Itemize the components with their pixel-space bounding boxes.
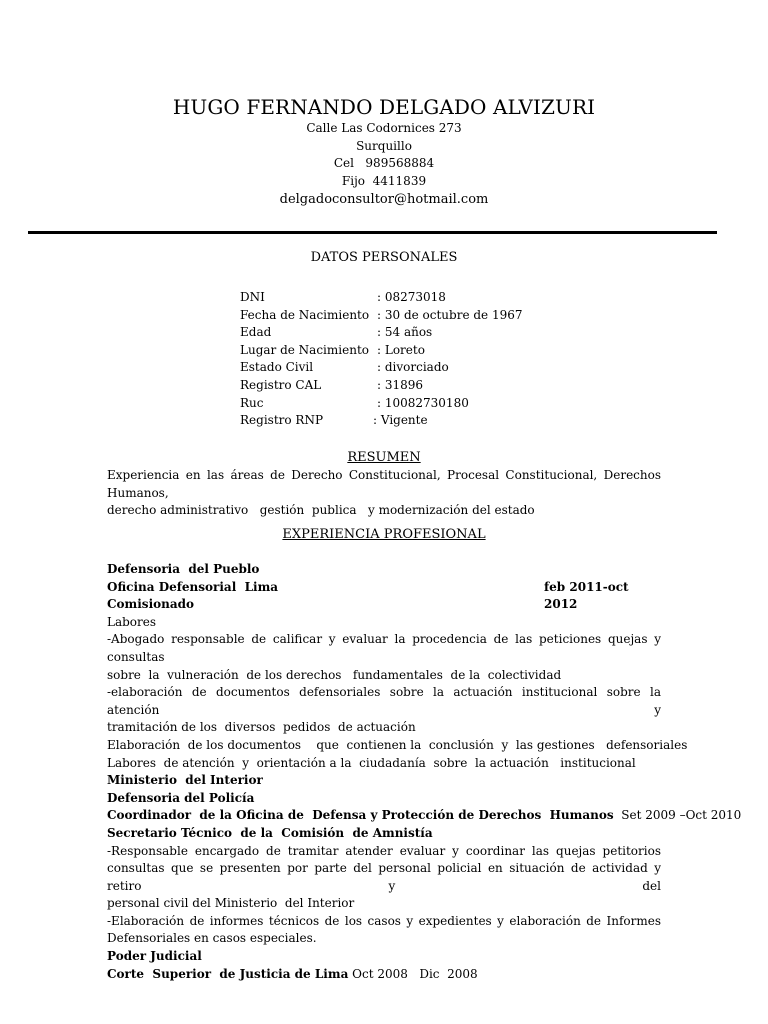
personal-label: DNI bbox=[240, 290, 265, 304]
personal-row bbox=[240, 359, 540, 377]
duty-line: Defensoriales en casos especiales. bbox=[107, 931, 317, 946]
personal-value: : 31896 bbox=[377, 377, 424, 392]
personal-label: Estado Civil bbox=[240, 360, 314, 375]
personal-value: : Loreto bbox=[377, 342, 425, 357]
employer-name: Ministerio del Interior bbox=[107, 773, 263, 788]
office-name: Oficina Defensorial Lima bbox=[107, 579, 279, 594]
personal-row bbox=[240, 342, 540, 360]
personal-row bbox=[240, 307, 540, 325]
duty-line: -Responsable encargado de tramitar atender evaluar y coordinar las quejas petitorios bbox=[107, 843, 661, 858]
personal-value: : 10082730180 bbox=[377, 395, 469, 410]
office-name: Defensoria del Policía bbox=[107, 790, 255, 805]
personal-row bbox=[240, 395, 540, 413]
duty-line: -Abogado responsable de calificar y evaluar la procedencia de las peticiones quejas y consultas bbox=[107, 632, 661, 664]
personal-value: : 30 de octubre de 1967 bbox=[377, 307, 523, 322]
resumen-line: Experiencia en las áreas de Derecho Constitucional, Procesal Constitucional, Derechos Humanos, bbox=[107, 468, 661, 500]
labores-label: Labores bbox=[107, 614, 157, 629]
duty-line: -Elaboración de informes técnicos de los casos y expedientes y elaboración de Informes bbox=[107, 913, 661, 928]
personal-label: Registro CAL bbox=[240, 377, 322, 392]
header-divider bbox=[28, 231, 717, 234]
duty-line: Elaboración de los documentos que contienen la conclusión y las gestiones defensoriales bbox=[107, 737, 688, 752]
resumen-text bbox=[107, 467, 661, 520]
personal-label: Registro RNP bbox=[240, 413, 324, 428]
personal-label: Lugar de Nacimiento bbox=[240, 342, 369, 357]
duty-line: -elaboración de documentos defensoriales sobre la actuación institucional sobre la atención y bbox=[107, 685, 661, 717]
office-line bbox=[107, 807, 742, 825]
duty-line: tramitación de los diversos pedidos de actuación bbox=[107, 720, 416, 735]
header bbox=[0, 95, 768, 209]
personal-label: Ruc bbox=[240, 395, 264, 410]
duty-line: Labores de atención y orientación a la ciudadanía sobre la actuación institucional bbox=[107, 755, 636, 770]
duty-line: consultas que se presenten por parte del personal policial en situación de actividad y retiro y del bbox=[107, 861, 661, 893]
cel-line: Cel 989568884 bbox=[333, 156, 435, 170]
personal-value: : Vigente bbox=[373, 413, 428, 428]
duty-line: sobre la vulneración de los derechos fundamentales de la colectividad bbox=[107, 667, 562, 682]
section-title-resumen: RESUMEN bbox=[347, 450, 421, 465]
date-range: feb 2011-oct 2012 bbox=[544, 579, 629, 612]
personal-label: Fecha de Nacimiento bbox=[240, 307, 370, 322]
candidate-name: HUGO FERNANDO DELGADO ALVIZURI bbox=[172, 95, 596, 119]
office-line bbox=[107, 966, 661, 984]
employer-name: Poder Judicial bbox=[107, 949, 202, 964]
job-title: Comisionado bbox=[107, 597, 195, 612]
resumen-line: derecho administrativo gestión publica y modernización del estado bbox=[107, 503, 535, 518]
section-title-experiencia: EXPERIENCIA PROFESIONAL bbox=[282, 527, 486, 542]
personal-row bbox=[240, 412, 540, 430]
personal-row bbox=[240, 324, 540, 342]
address-line: Calle Las Codornices 273 bbox=[306, 121, 462, 135]
district-line: Surquillo bbox=[356, 138, 412, 153]
personal-value: : divorciado bbox=[377, 360, 449, 375]
personal-label: Edad bbox=[240, 325, 272, 340]
personal-row bbox=[240, 289, 540, 307]
fijo-line: Fijo 4411839 bbox=[341, 173, 427, 188]
personal-row bbox=[240, 377, 540, 395]
date-range: Oct 2008 Dic 2008 bbox=[348, 966, 478, 981]
employer-name: Defensoria del Pueblo bbox=[107, 562, 260, 576]
section-title-datos: DATOS PERSONALES bbox=[310, 250, 458, 265]
duty-line: personal civil del Ministerio del Interior bbox=[107, 896, 355, 911]
job-title: Coordinador de la Oficina de Defensa y Protección de Derechos Humanos bbox=[107, 808, 614, 823]
personal-data-list bbox=[240, 289, 540, 430]
email-line: delgadoconsultor@hotmail.com bbox=[279, 192, 489, 207]
date-range: Set 2009 –Oct 2010 bbox=[613, 808, 742, 823]
personal-value: : 54 años bbox=[377, 325, 433, 340]
personal-value: : 08273018 bbox=[377, 290, 446, 304]
job-title: Secretario Técnico de la Comisión de Amnistía bbox=[107, 825, 433, 840]
experience-list bbox=[107, 561, 742, 983]
office-name: Corte Superior de Justicia de Lima bbox=[107, 966, 349, 981]
